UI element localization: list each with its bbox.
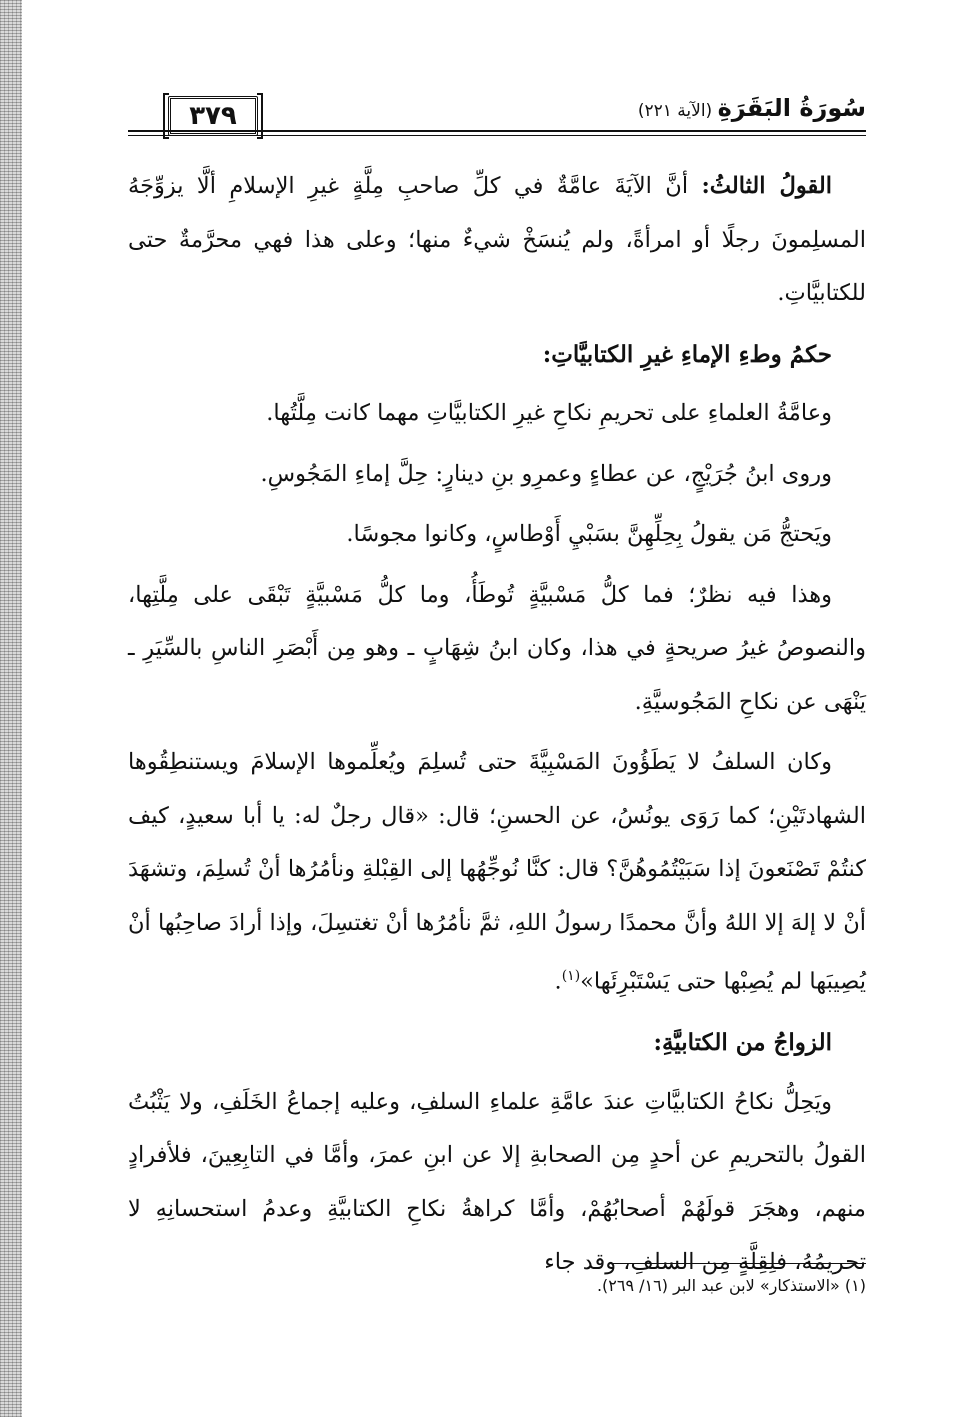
header-rule-thick — [128, 130, 866, 132]
footnote: (١) «الاستذكار» لابن عبد البر (١٦/ ٢٦٩). — [596, 1276, 866, 1295]
page-number: ٣٧٩ — [168, 96, 258, 136]
paragraph-third-opinion — [128, 160, 866, 321]
scan-binding-edge — [0, 0, 22, 1417]
paragraph-text: وكان السلفُ لا يَطَؤُونَ المَسْبِيَّةَ حتى تُسلِمَ ويُعلِّموها الإسلامَ ويستنطِقُوها الشهادتَيْنِ؛ كما رَوَى يونُسُ، عن الحسنِ؛ قال: «قال رجلٌ له: يا أبا سعيدٍ، كيف كنتُمْ تَصْنَعونَ إذا سَبَيْتُمُوهُنَّ؟ قال: كنَّا نُوجِّهُها إلى القِبْلةِ ونأمُرُها أنْ تُسلِمَ، وتشهَدَ أنْ لا إلهَ إلا اللهُ وأنَّ محمدًا رسولُ اللهِ، ثمَّ نأمُرُها أنْ تغتسِلَ، وإذا أرادَ صاحِبُها أنْ يُصِيبَها لم يُصِبْها حتى يَسْتَبْرِئَها» — [128, 749, 866, 995]
main-text — [128, 160, 866, 1297]
paragraph-lead: القولُ الثالثُ: — [701, 173, 832, 199]
paragraph: وعامَّةُ العلماءِ على تحريمِ نكاحِ غيرِ الكتابيَّاتِ مهما كانت مِلَّتُها. — [266, 400, 832, 426]
footnote-divider — [608, 1263, 866, 1264]
ayah-reference: (الآية ٢٢١) — [637, 101, 713, 121]
surah-name: سُورَةُ البَقَرَةِ — [717, 94, 866, 122]
header-rule-thin — [128, 135, 866, 136]
page-header — [128, 92, 866, 140]
paragraph-text: أنَّ الآيَةَ عامَّةٌ في كلِّ صاحبِ مِلَّةٍ غيرِ الإسلامِ ألَّا يزوِّجَهُ المسلِمونَ رجلًا أو امرأةً، ولم يُنسَخْ شيءٌ منها؛ وعلى هذا فهي محرَّمةٌ حتى للكتابيَّاتِ. — [128, 173, 866, 306]
paragraph: ويَحِلُّ نكاحُ الكتابيَّاتِ عندَ عامَّةِ علماءِ السلفِ، وعليه إجماعُ الخَلَفِ، ولا يَثْبُتُ القولُ بالتحريمِ عن أحدٍ مِن الصحابةِ إلا عن ابنِ عمرَ، وأمَّا في التابِعِينَ، فلأفرادٍ منهم، وهجَرَ قولَهُمْ أصحابُهُمْ، وأمَّا كراهةُ نكاحِ الكتابيَّةِ وعدمُ استحسانِهِ لا تحريمُهُ، فلِقِلَّةٍ مِن السلفِ، وقد جاء — [128, 1088, 866, 1275]
paragraph-end: . — [554, 968, 562, 995]
section-heading-slave-women: حكمُ وطءِ الإماءِ غيرِ الكتابيَّاتِ: — [542, 340, 832, 368]
running-title — [638, 94, 866, 122]
paragraph: ويَحتجُّ مَن يقولُ بِحِلِّهِنَّ بسَبْيِ أَوْطاسٍ، وكانوا مجوسًا. — [346, 521, 832, 547]
footnote-marker: (١) — [561, 968, 581, 984]
paragraph: وروى ابنُ جُرَيْجٍ، عن عطاءٍ وعمرِو بنِ دينارٍ: حِلَّ إماءِ المَجُوسِ. — [260, 460, 832, 487]
paragraph-hadith — [128, 736, 866, 1009]
section-heading-marriage-kitabiyya: الزواجُ من الكتابيَّةِ: — [653, 1029, 832, 1056]
paragraph: وهذا فيه نظرٌ؛ فما كلُّ مَسْبيَّةٍ تُوطَأُ، وما كلُّ مَسْبيَّةٍ تَبْقَى على مِلَّتِها، والنصوصُ غيرُ صريحةٍ في هذا، وكان ابنُ شِهَابٍ ـ وهو مِن أَبْصَرِ الناسِ بالسِّيَرِ ـ يَنْهَى عن نكاحِ المَجُوسيَّةِ. — [128, 581, 866, 715]
